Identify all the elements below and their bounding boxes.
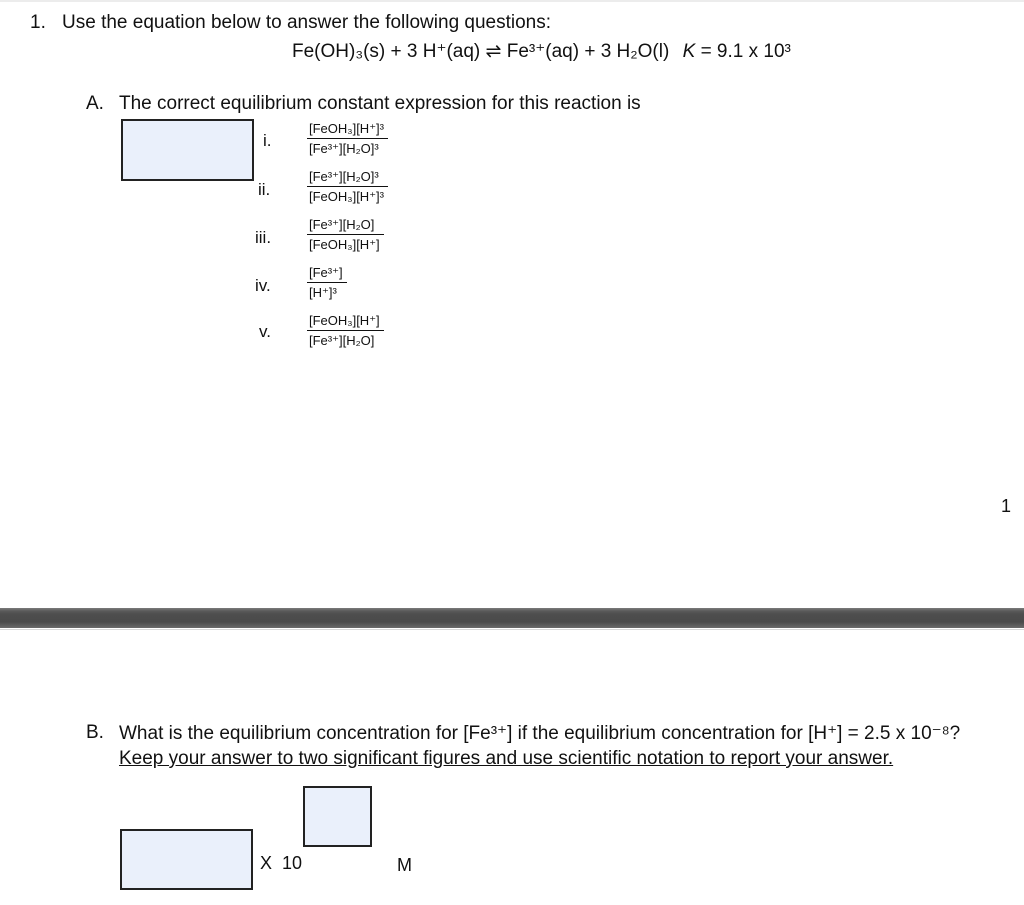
times-ten-label: X 10: [260, 853, 303, 873]
option-iii-denominator: [FeOH₃][H⁺]: [309, 237, 380, 252]
option-i-numerator: [FeOH₃][H⁺]³: [309, 121, 384, 136]
option-label-iv: iv.: [255, 276, 271, 295]
option-iv-fraction: [307, 266, 347, 299]
separator-line: [0, 629, 1024, 630]
part-a-answer-box[interactable]: [121, 119, 254, 181]
unit-label: M: [397, 855, 412, 875]
question-number: 1.: [30, 12, 46, 33]
option-label-v: v.: [259, 322, 271, 341]
option-iii-numerator: [Fe³⁺][H₂O]: [309, 217, 375, 232]
option-iii-fraction: [307, 218, 384, 251]
option-ii-numerator: [Fe³⁺][H₂O]³: [309, 169, 379, 184]
option-label-ii: ii.: [258, 180, 271, 199]
option-iv-numerator: [Fe³⁺]: [309, 265, 343, 280]
reaction-equation: [292, 40, 791, 63]
option-iv-denominator: [H⁺]³: [309, 285, 337, 300]
page-number: 1: [1001, 496, 1012, 516]
option-v-fraction: [307, 314, 384, 347]
coefficient-answer-box[interactable]: [120, 829, 253, 890]
part-b-prompt: What is the equilibrium concentration for [Fe³⁺] if the equilibrium concentration for [H⁺] = 2.5 x 10⁻⁸?: [119, 723, 961, 744]
option-ii-denominator: [FeOH₃][H⁺]³: [309, 189, 384, 204]
option-v-denominator: [Fe³⁺][H₂O]: [309, 333, 375, 348]
part-a-letter: A.: [86, 93, 104, 114]
k-value: = 9.1 x 10³: [700, 41, 791, 62]
page-break-divider: [0, 608, 1024, 628]
top-rule: [0, 0, 1024, 2]
question-prompt: Use the equation below to answer the following questions:: [62, 12, 552, 33]
exponent-answer-box[interactable]: [303, 786, 372, 847]
k-symbol: K: [682, 41, 696, 62]
option-ii-fraction: [307, 170, 388, 203]
option-v-numerator: [FeOH₃][H⁺]: [309, 313, 380, 328]
option-i-fraction: [307, 122, 388, 155]
part-a-prompt: The correct equilibrium constant expression for this reaction is: [119, 93, 641, 114]
option-label-i: i.: [263, 131, 272, 150]
part-b-letter: B.: [86, 722, 104, 743]
option-label-iii: iii.: [255, 228, 272, 247]
equation-text: Fe(OH)₃(s) + 3 H⁺(aq) ⇌ Fe³⁺(aq) + 3 H₂O(l): [292, 41, 670, 62]
option-i-denominator: [Fe³⁺][H₂O]³: [309, 141, 379, 156]
part-b-instruction: Keep your answer to two significant figures and use scientific notation to report your answer.: [119, 748, 894, 769]
